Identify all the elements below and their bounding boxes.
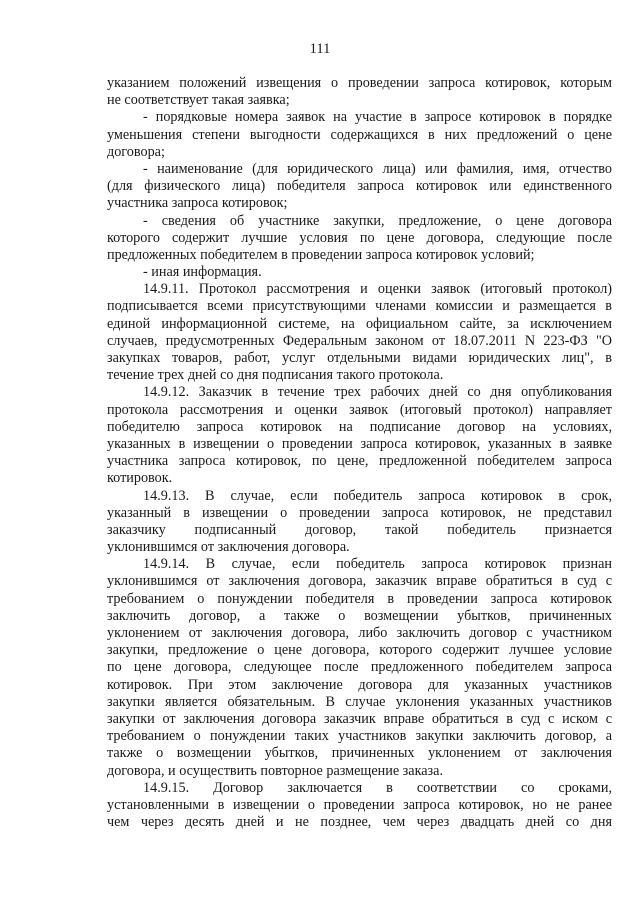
text-line: - наименование (для юридического лица) или фамилия, имя, отчество	[143, 160, 612, 177]
text-line: 14.9.12. Заказчик в течение трех рабочих дней со дня опубликования	[143, 384, 612, 401]
text-line: участника запроса котировок;	[107, 195, 288, 212]
text-line: установленными в извещении о проведении запроса котировок, но не ранее	[107, 796, 612, 813]
text-line: единой информационной системе, на официальном сайте, за исключением	[107, 315, 612, 332]
text-line: - сведения об участнике закупки, предложение, о цене договора	[143, 212, 612, 229]
text-line: течение трех дней со дня подписания такого протокола.	[107, 367, 444, 384]
text-line: чем через десять дней и не позднее, чем через двадцать дней со дня	[107, 814, 612, 831]
text-line: указанный в извещении о проведении запроса котировок, не представил	[107, 504, 612, 521]
text-line: уклонением от заключения договора, либо заключить договор с участником	[107, 625, 612, 641]
text-line: котировок. При этом заключение договора для указанных участников	[107, 676, 612, 693]
text-line: уклонившимся от заключения договора.	[107, 539, 350, 556]
text-line: не соответствует такая заявка;	[107, 92, 290, 109]
text-line: 14.9.14. В случае, если победитель запроса котировок признан	[143, 556, 612, 573]
text-line: закупки от заключения договора заказчик вправе обратиться в суд с иском с	[107, 710, 612, 727]
text-line: закупках товаров, работ, услуг отдельными видами юридических лиц", в	[107, 350, 612, 366]
text-line: закупки, предложение о цене договора, которого содержит лучшее условие	[107, 642, 612, 659]
text-line: - порядковые номера заявок на участие в запросе котировок в порядке	[143, 109, 612, 126]
text-line: указанных в извещении о проведении запроса котировок, указанных в заявке	[107, 435, 612, 452]
text-line: по цене договора, следующее после предложенного победителем запроса	[107, 659, 612, 676]
text-line: требованием о понуждении таких участников закупки заключить договор, а	[107, 728, 612, 745]
text-line: участника запроса котировок, по цене, предложенной победителем запроса	[107, 453, 612, 470]
text-line: уменьшения степени выгодности содержащихся в них предложений о цене	[107, 126, 612, 143]
text-line: которого содержит лучшие условия по цене договора, следующие после	[107, 229, 612, 246]
text-line: заключить договор, а также о возмещении убытков, причиненных	[107, 607, 612, 624]
text-line: уклонившимся от заключения договора, заказчик вправе обратиться в суд с	[107, 573, 612, 590]
text-line: случаев, предусмотренных Федеральным законом от 18.07.2011 N 223-ФЗ "О	[107, 332, 612, 349]
text-line: - иная информация.	[143, 264, 262, 281]
page-number: 111	[309, 41, 331, 57]
text-line: закупки является обязательным. В случае уклонения указанных участников	[107, 693, 612, 710]
text-line: 14.9.15. Договор заключается в соответствии со сроками,	[143, 779, 612, 796]
text-line: котировок.	[107, 470, 173, 487]
text-line: договора;	[107, 143, 165, 160]
text-line: договора, и осуществить повторное размещение заказа.	[107, 762, 444, 779]
text-line: протокола рассмотрения и оценки заявок (итоговый протокол) направляет	[107, 401, 612, 418]
text-line: подписывается всеми присутствующими членами комиссии и размещается в	[107, 298, 612, 315]
text-line: (для физического лица) победителя запроса котировок или единственного	[107, 178, 612, 195]
text-line: заказчику подписанный договор, такой победитель признается	[107, 521, 612, 538]
text-line: предложенных победителем в проведении запроса котировок условий;	[107, 246, 535, 263]
text-line: 14.9.13. В случае, если победитель запроса котировок в срок,	[143, 487, 612, 504]
body-text	[107, 75, 612, 831]
text-line: требованием о понуждении победителя в проведении запроса котировок	[107, 590, 612, 607]
text-line: также о возмещении убытков, причиненных уклонением от заключения	[107, 745, 612, 762]
text-line: указанием положений извещения о проведении запроса котировок, которым	[107, 75, 612, 91]
text-line: 14.9.11. Протокол рассмотрения и оценки заявок (итоговый протокол)	[143, 281, 612, 298]
text-line: победителю запроса котировок на подписание договор на условиях,	[107, 418, 612, 435]
